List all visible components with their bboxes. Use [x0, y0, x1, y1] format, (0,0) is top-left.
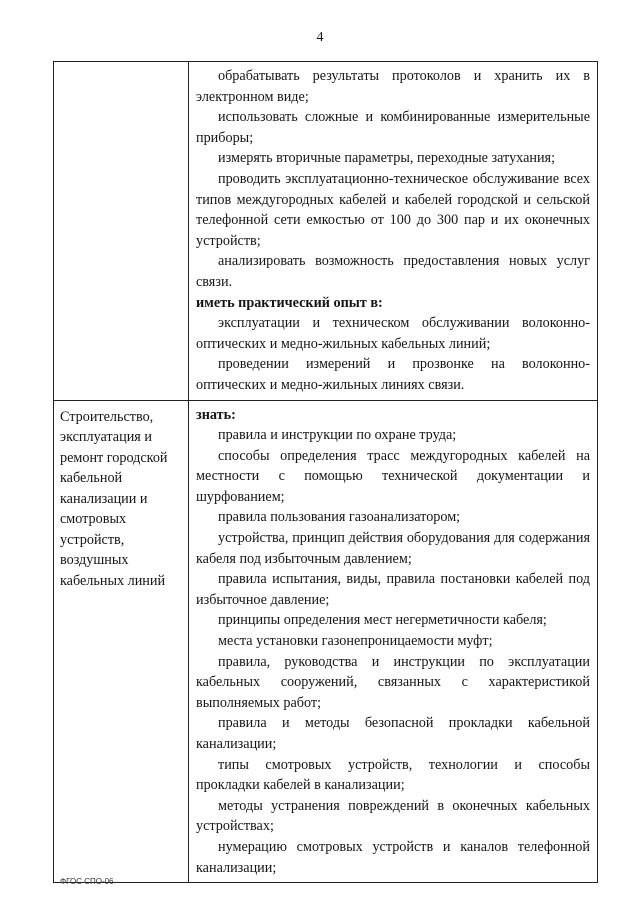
footer-label: ФГОС СПО-06: [60, 877, 114, 886]
table-row: [54, 400, 597, 883]
section-title: [54, 62, 189, 400]
requirement-item: измерять вторичные параметры, переходные затухания;: [218, 150, 556, 167]
section-heading: знать:: [196, 406, 236, 423]
requirement-item: правила, руководства и инструкции по эксплуатации кабельных сооружений, связанных с характеристикой выполняемых работ;: [196, 653, 590, 711]
requirement-item: методы устранения повреждений в оконечных кабельных устройствах;: [196, 797, 590, 835]
page-number: 4: [316, 30, 324, 45]
requirement-item: эксплуатации и техническом обслуживании волоконно-оптических и медно-жильных кабельных линий;: [196, 315, 590, 352]
requirement-item: использовать сложные и комбинированные измерительные приборы;: [196, 109, 590, 146]
requirement-item: обрабатывать результаты протоколов и хранить их в электронном виде;: [196, 68, 590, 105]
requirement-item: проводить эксплуатационно-техническое обслуживание всех типов междугородных кабелей и кабелей городской и сельской телефонной сети емкостью от 100 до 300 пар и их оконечных устройств;: [196, 170, 590, 249]
requirement-item: анализировать возможность предоставления новых услуг связи.: [196, 253, 590, 290]
section-heading: иметь практический опыт в:: [196, 294, 383, 311]
requirement-item: устройства, принцип действия оборудования для содержания кабеля под избыточным давлением;: [196, 530, 590, 567]
requirement-item: правила испытания, виды, правила постановки кабелей под избыточное давление;: [196, 571, 590, 608]
requirements-cell: [189, 62, 597, 400]
requirement-item: правила и инструкции по охране труда;: [218, 427, 457, 444]
requirement-item: нумерацию смотровых устройств и каналов телефонной канализации;: [196, 838, 590, 876]
requirements-cell: [189, 401, 597, 883]
competency-table: [53, 61, 598, 883]
requirement-item: принципы определения мест негерметичности кабеля;: [218, 612, 547, 629]
table-row: [54, 62, 597, 400]
requirement-item: типы смотровых устройств, технологии и способы прокладки кабелей в канализации;: [196, 756, 590, 794]
requirement-item: правила пользования газоанализатором;: [218, 509, 461, 526]
requirement-item: способы определения трасс междугородных кабелей на местности с помощью технической документации и шурфованием;: [196, 447, 590, 505]
section-title: Строительство, эксплуатация и ремонт городской кабельной канализации и смотровых устройств, воздушных кабельных линий: [54, 401, 189, 883]
requirement-item: места установки газонепроницаемости муфт;: [218, 633, 493, 650]
requirement-item: проведении измерений и прозвонке на волоконно-оптических и медно-жильных линиях связи.: [196, 356, 590, 393]
requirement-item: правила и методы безопасной прокладки кабельной канализации;: [196, 715, 590, 752]
